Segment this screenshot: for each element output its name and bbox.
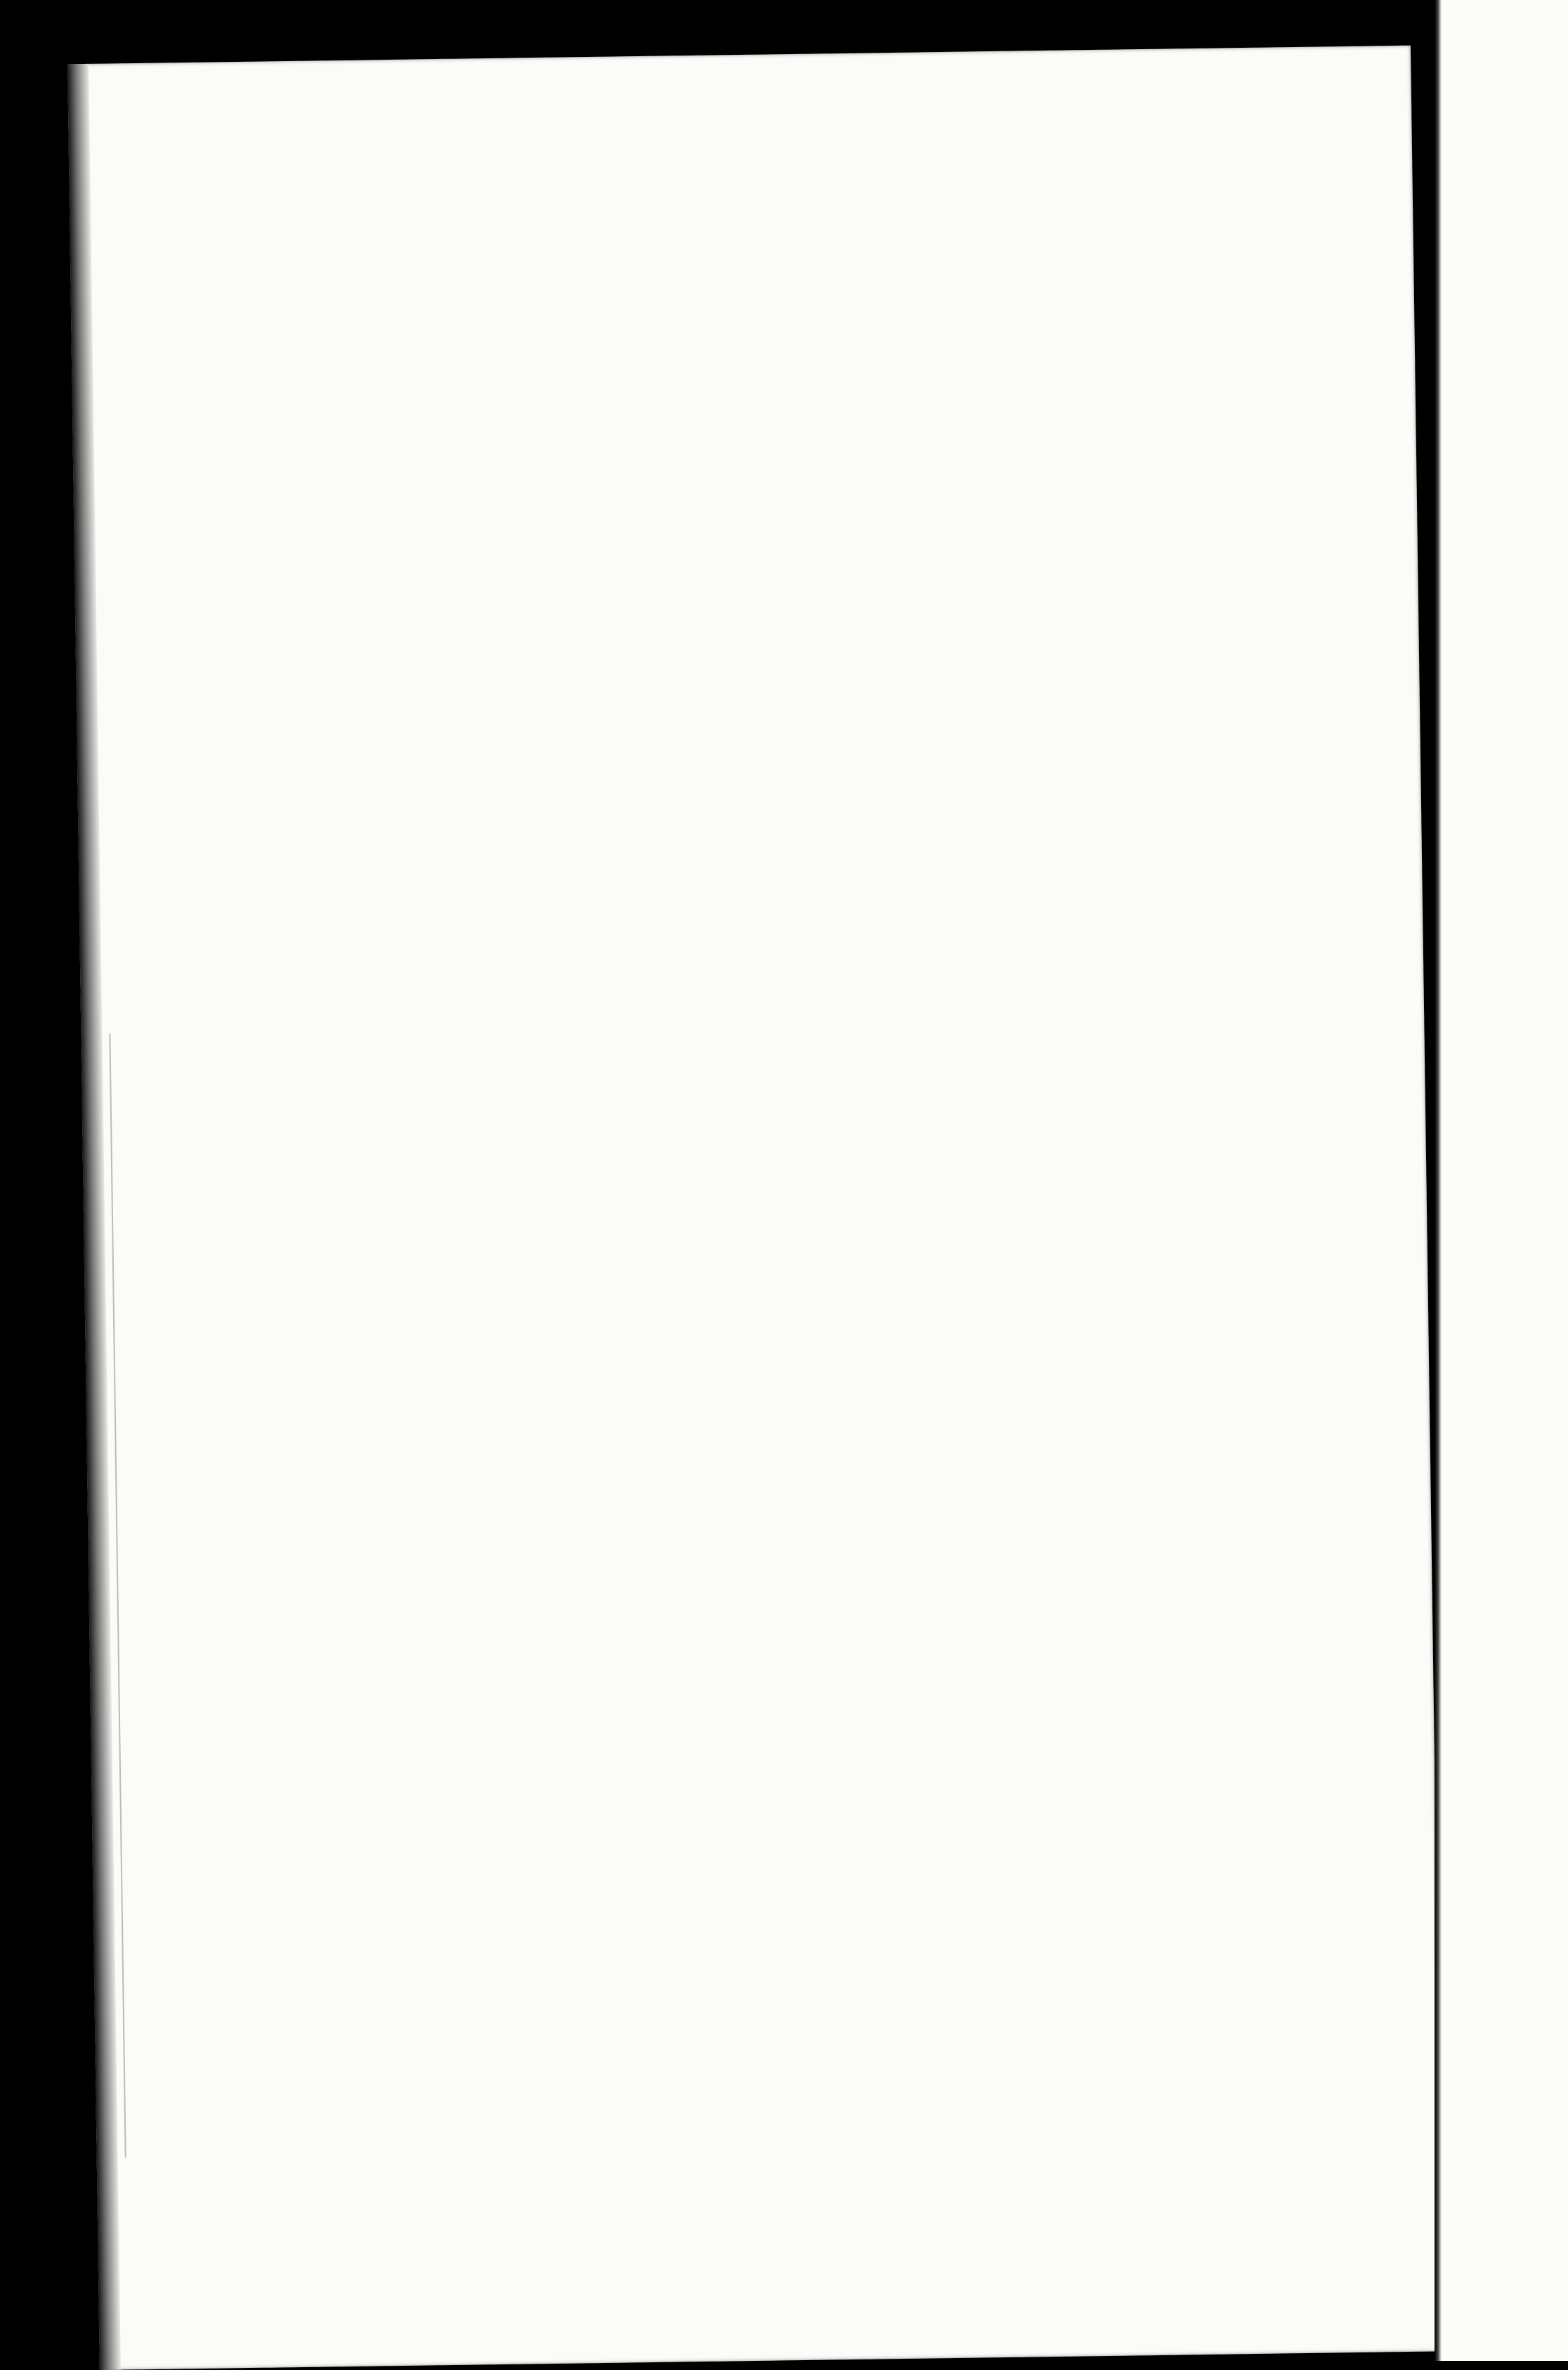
adjacent-page [1435, 0, 1568, 2361]
page-header [232, 178, 1300, 235]
scanned-page [67, 46, 1443, 2370]
book-fold [1435, 0, 1442, 2361]
